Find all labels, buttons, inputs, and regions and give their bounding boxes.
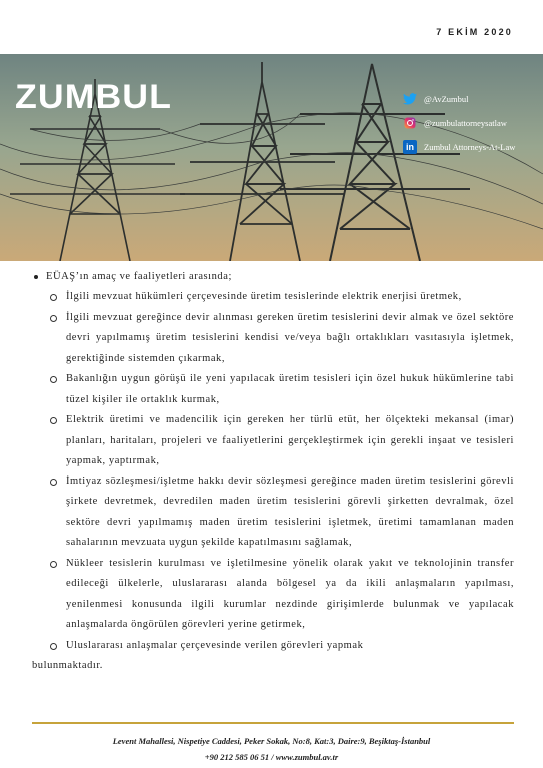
social-linkedin[interactable] [403,138,515,155]
list-item: İlgili mevzuat hükümleri çerçevesinde üretim tesislerinde elektrik enerjisi üretmek, [66,287,514,308]
footer-divider [32,722,514,724]
intro-bullet: EÜAŞ’ın amaç ve faaliyetleri arasında; [32,267,514,287]
list-item: Elektrik üretimi ve madencilik için gereken her türlü etüt, her ölçekteki mekansal (imar) planları, haritaları, projeleri ve faaliyetlerini gerçekleştirmek için gerekli inşaat ve tesisleri yapmak, yaptırmak, [66,410,514,472]
activities-list [32,287,514,656]
social-twitter[interactable] [403,90,515,107]
twitter-icon [403,92,417,106]
list-item: Bakanlığın uygun görüşü ile yeni yapılacak üretim tesisleri için özel hukuk hükümlerine tabi tüzel kişiler ile ortaklık kurmak, [66,369,514,410]
linkedin-name: Zumbul Attorneys-At-Law [424,141,516,152]
document-body [32,267,514,676]
linkedin-icon: in [403,140,417,154]
social-links [403,90,515,162]
closing-text: bulunmaktadır. [32,660,103,671]
list-item: Uluslararası anlaşmalar çerçevesinde verilen görevleri yapmak [66,636,514,657]
company-logo: ZUMBUL [15,78,173,116]
document-date: 7 EKİM 2020 [436,27,513,37]
header-banner [0,54,543,261]
list-item: Nükleer tesislerin kurulması ve işletilmesine yönelik olarak yakıt ve teknolojinin transfer edileceği ülkelerle, uluslararası alanda bölgesel ya da ikili anlaşmaların yapılması, yenilenmesi konusunda ilgili kurumlar nezdinde girişimlerde bulunmak ve yapılacak anlaşmalarda öngörülen görevleri yerine getirmek, [66,554,514,636]
instagram-handle: @zumbulattorneysatlaw [424,117,507,128]
footer-address: Levent Mahallesi, Nispetiye Caddesi, Peker Sokak, No:8, Kat:3, Daire:9, Beşiktaş-İstanbul [112,736,431,746]
footer-contact[interactable]: +90 212 585 06 51 / www.zumbul.av.tr [204,752,339,762]
twitter-handle: @AvZumbul [424,93,469,104]
instagram-icon [403,116,417,130]
list-item: İlgili mevzuat gereğince devir alınması gereken üretim tesislerini devir almak ve özel sektöre devri yapılmamış üretim tesislerini kendisi ve/veya bağlı ortaklıkları vasıtasıyla işletmek, gerektiğinde sistemden çıkarmak, [66,308,514,370]
list-item: İmtiyaz sözleşmesi/işletme hakkı devir sözleşmesi gereğince maden üretim tesislerini görevli şirkete devretmek, devredilen maden üretim tesislerini görevli şirketten devralmak, özel sektöre devri yapılmamış maden üretim tesislerini işletmek, üretimi tamamlanan maden sahalarının mevzuata uygun şekilde kapatılmasını sağlamak, [66,472,514,554]
footer [0,733,543,765]
social-instagram[interactable] [403,114,515,131]
